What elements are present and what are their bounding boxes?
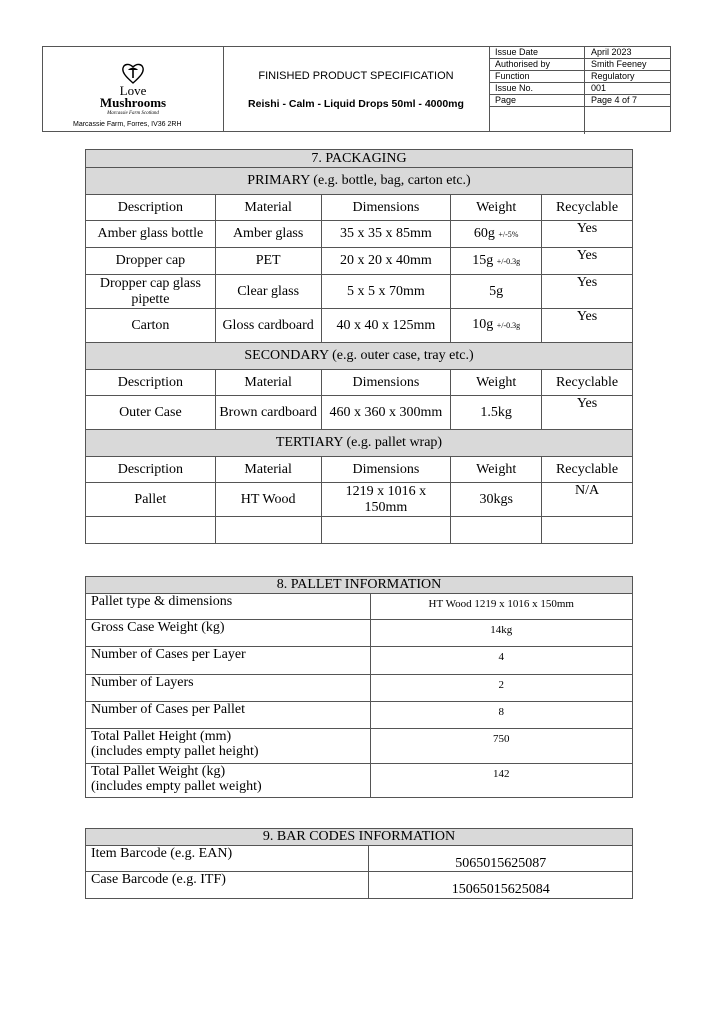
company-address: Marcassie Farm, Forres, IV36 2RH [73, 121, 182, 128]
desc-cell: Outer Case [86, 396, 216, 430]
pallet-title: 8. PALLET INFORMATION [86, 577, 633, 594]
pallet-label [86, 729, 371, 764]
column-header-row [86, 457, 633, 483]
table-row [86, 675, 633, 702]
weight-value: 60g [473, 225, 495, 241]
table-row [86, 483, 633, 517]
barcodes-title: 9. BAR CODES INFORMATION [86, 829, 633, 846]
pallet-value: 750 [370, 729, 633, 764]
recyclable-cell: Yes [542, 275, 633, 309]
pallet-value: 142 [370, 764, 633, 798]
meta-row [489, 47, 670, 59]
pallet-label: Gross Case Weight (kg) [86, 620, 371, 647]
table-row [86, 309, 633, 343]
pallet-label: Pallet type & dimensions [86, 594, 371, 620]
barcode-label: Case Barcode (e.g. ITF) [86, 872, 369, 899]
secondary-title: SECONDARY (e.g. outer case, tray etc.) [86, 343, 633, 370]
logo-cell [43, 47, 224, 131]
dims-cell: 1219 x 1016 x 150mm [321, 483, 451, 517]
pallet-label: Number of Cases per Layer [86, 647, 371, 675]
material-cell: Gloss cardboard [215, 309, 321, 343]
meta-value: Page 4 of 7 [585, 95, 671, 107]
column-header: Material [215, 457, 321, 483]
table-row [86, 594, 633, 620]
recyclable-cell: Yes [542, 396, 633, 430]
weight-cell [451, 248, 542, 275]
column-header: Weight [451, 195, 542, 221]
dims-cell: 35 x 35 x 85mm [321, 221, 451, 248]
weight-cell [451, 221, 542, 248]
meta-row [489, 59, 670, 71]
pallet-label-line1: Total Pallet Weight (kg) [91, 764, 226, 779]
meta-row-empty [489, 107, 670, 135]
table-row [86, 764, 633, 798]
pallet-value: 8 [370, 702, 633, 729]
pallet-label: Number of Layers [86, 675, 371, 702]
weight-value: 15g [472, 252, 494, 268]
meta-row [489, 71, 670, 83]
recyclable-cell: Yes [542, 309, 633, 343]
barcode-value: 15065015625084 [369, 872, 633, 899]
table-row [86, 221, 633, 248]
column-header: Dimensions [321, 370, 451, 396]
packaging-table [85, 149, 633, 544]
dims-cell: 460 x 360 x 300mm [321, 396, 451, 430]
column-header: Weight [451, 370, 542, 396]
material-cell: Amber glass [215, 221, 321, 248]
recyclable-cell: Yes [542, 248, 633, 275]
pallet-table [85, 576, 633, 798]
document-meta [489, 47, 670, 131]
meta-key: Authorised by [489, 59, 585, 71]
table-row [86, 248, 633, 275]
desc-cell: Carton [86, 309, 216, 343]
material-cell: PET [215, 248, 321, 275]
dims-cell: 20 x 20 x 40mm [321, 248, 451, 275]
column-header-row [86, 370, 633, 396]
column-header: Dimensions [321, 195, 451, 221]
pallet-label-line2: (includes empty pallet weight) [91, 779, 262, 794]
weight-tolerance: +/-5% [498, 229, 519, 239]
column-header: Description [86, 195, 216, 221]
logo-tagline: Marcassie Farm Scotland [107, 111, 159, 116]
pallet-value: HT Wood 1219 x 1016 x 150mm [370, 594, 633, 620]
packaging-title: 7. PACKAGING [86, 150, 633, 168]
column-header: Material [215, 370, 321, 396]
pallet-label [86, 764, 371, 798]
table-row [86, 396, 633, 430]
column-header: Recyclable [542, 370, 633, 396]
weight-cell: 30kgs [451, 483, 542, 517]
document-header [42, 46, 671, 132]
column-header: Material [215, 195, 321, 221]
barcodes-table [85, 828, 633, 899]
column-header: Description [86, 370, 216, 396]
pallet-value: 4 [370, 647, 633, 675]
table-row [86, 702, 633, 729]
logo-line1: Love [119, 83, 147, 98]
weight-cell: 1.5kg [451, 396, 542, 430]
pallet-label-line1: Total Pallet Height (mm) [91, 729, 232, 744]
spec-title: FINISHED PRODUCT SPECIFICATION [258, 70, 454, 82]
tertiary-title: TERTIARY (e.g. pallet wrap) [86, 430, 633, 457]
pallet-label: Number of Cases per Pallet [86, 702, 371, 729]
material-cell: Clear glass [215, 275, 321, 309]
table-row [86, 872, 633, 899]
meta-key: Issue Date [489, 47, 585, 59]
table-row [86, 275, 633, 309]
material-cell: Brown cardboard [215, 396, 321, 430]
recyclable-cell: Yes [542, 221, 633, 248]
column-header: Description [86, 457, 216, 483]
pallet-label-line2: (includes empty pallet height) [91, 744, 259, 759]
barcode-label: Item Barcode (e.g. EAN) [86, 846, 369, 872]
primary-title: PRIMARY (e.g. bottle, bag, carton etc.) [86, 168, 633, 195]
desc-cell: Pallet [86, 483, 216, 517]
meta-value: 001 [585, 83, 671, 95]
meta-row [489, 83, 670, 95]
column-header: Weight [451, 457, 542, 483]
column-header: Recyclable [542, 195, 633, 221]
column-header-row [86, 195, 633, 221]
barcode-value: 5065015625087 [369, 846, 633, 872]
dims-cell: 5 x 5 x 70mm [321, 275, 451, 309]
pallet-value: 2 [370, 675, 633, 702]
logo-line2: Mushrooms [99, 95, 167, 110]
mushroom-heart-logo-icon [121, 61, 145, 85]
meta-row [489, 95, 670, 107]
weight-tolerance: +/-0.3g [496, 256, 521, 266]
desc-cell: Amber glass bottle [86, 221, 216, 248]
table-row [86, 846, 633, 872]
table-row [86, 729, 633, 764]
desc-cell: Dropper cap glass pipette [86, 275, 216, 309]
weight-cell [451, 275, 542, 309]
meta-key: Page [489, 95, 585, 107]
meta-value: April 2023 [585, 47, 671, 59]
weight-cell [451, 309, 542, 343]
recyclable-cell: N/A [542, 483, 633, 517]
column-header: Recyclable [542, 457, 633, 483]
pallet-value: 14kg [370, 620, 633, 647]
weight-value: 5g [489, 283, 504, 299]
weight-value: 10g [472, 317, 494, 332]
meta-key: Function [489, 71, 585, 83]
table-row-empty [86, 517, 633, 544]
material-cell: HT Wood [215, 483, 321, 517]
weight-tolerance: +/-0.3g [496, 321, 521, 330]
table-row [86, 647, 633, 675]
meta-value: Smith Feeney [585, 59, 671, 71]
dims-cell: 40 x 40 x 125mm [321, 309, 451, 343]
meta-value: Regulatory [585, 71, 671, 83]
title-cell [223, 47, 490, 131]
product-title: Reishi - Calm - Liquid Drops 50ml - 4000mg [248, 98, 464, 110]
desc-cell: Dropper cap [86, 248, 216, 275]
table-row [86, 620, 633, 647]
meta-key: Issue No. [489, 83, 585, 95]
column-header: Dimensions [321, 457, 451, 483]
